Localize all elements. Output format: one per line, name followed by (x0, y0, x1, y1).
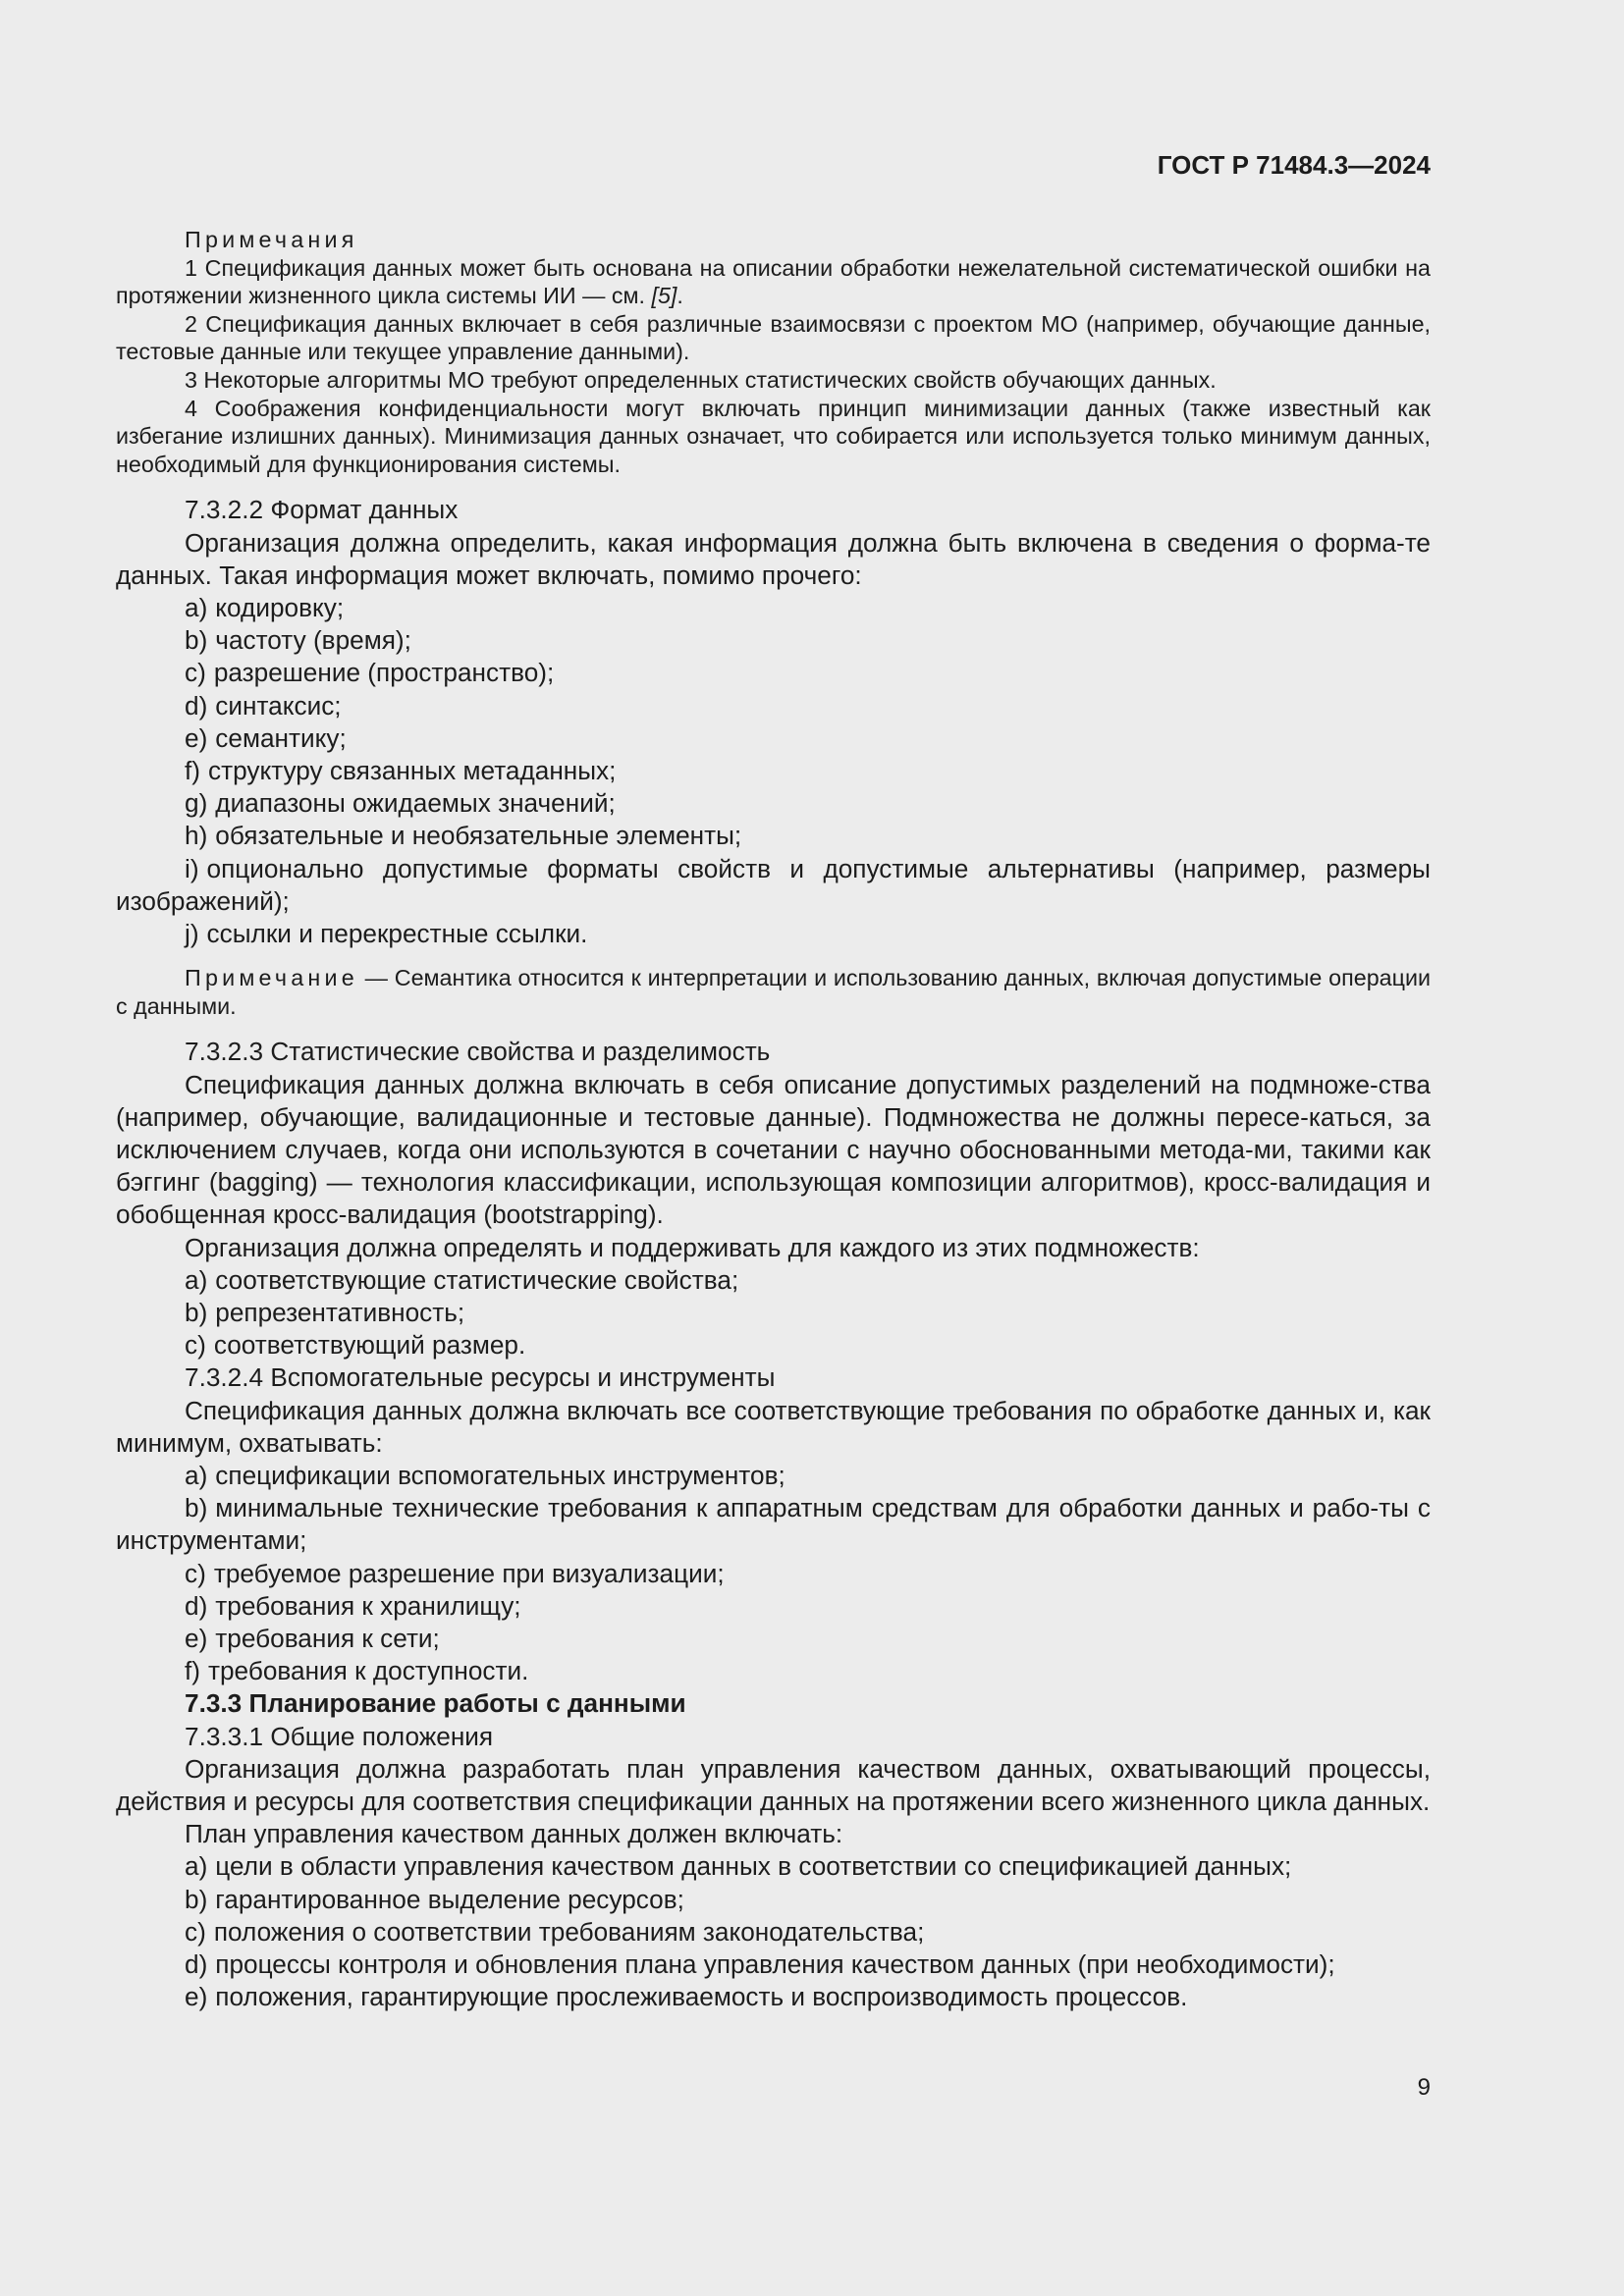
paragraph: Спецификация данных должна включать в себя описание допустимых разделений на подмноже-ства (например, обучающие, валидационные и тестовые данные). Подмножества не должны пересе-каться, за исключением случаев, когда они используются в сочетании с научно обоснованными метода-ми, такими как бэггинг (bagging) — технология классификации, использующая композиции алгоритмов), кросс-валидация и обобщенная кросс-валидация (bootstrapping). (116, 1069, 1431, 1230)
notes-title: Примечания (185, 227, 358, 252)
list-item-text: семантику; (215, 722, 347, 753)
section-7-3-2-3 (116, 1036, 1431, 1362)
list-item (116, 1329, 1431, 1362)
list-item-text: опционально допустимые форматы свойств и допустимые альтернативы (например, размеры изображений); (116, 853, 1431, 916)
list-item-label: b) (185, 625, 208, 656)
list-item (116, 1949, 1431, 1981)
list-item-label: c) (185, 1558, 206, 1588)
list-item-text: соответствующие статистические свойства; (215, 1264, 739, 1295)
list-item-text: структуру связанных метаданных; (208, 755, 617, 785)
list-item-label: d) (185, 690, 208, 721)
list-item (116, 918, 1431, 950)
list-item-label: c) (185, 1916, 206, 1947)
page-content (116, 226, 1431, 2013)
list-item (116, 592, 1431, 624)
list (116, 1460, 1431, 1687)
list-item-label: a) (185, 1851, 208, 1882)
list-item-text: положения, гарантирующие прослеживаемость и воспроизводимость процессов. (215, 1982, 1188, 2012)
list-item-text: кодировку; (215, 592, 345, 622)
list-item-label: h) (185, 821, 208, 851)
list-item-label: c) (185, 1330, 206, 1361)
section-7-3-2-4 (116, 1362, 1431, 1687)
list-item (116, 1884, 1431, 1916)
list-item-text: гарантированное выделение ресурсов; (215, 1884, 684, 1914)
list-item (116, 1492, 1431, 1557)
list-item (116, 1623, 1431, 1655)
list-item-label: g) (185, 788, 208, 819)
list-item-label: b) (185, 1884, 208, 1914)
list-item-label: j) (185, 918, 199, 948)
reference-link: [5] (651, 283, 677, 309)
note-item: 4 Соображения конфиденциальности могут включать принцип минимизации данных (также известный как избегание излишних данных). Минимизация данных означает, что собирается или используется только минимум данных, необходимый для функционирования системы. (116, 395, 1431, 477)
list-item-label: e) (185, 1624, 208, 1654)
list-item-text: процессы контроля и обновления плана управления качеством данных (при необходимости); (215, 1949, 1335, 1980)
list-item (116, 1460, 1431, 1492)
list-item (116, 820, 1431, 852)
list-item-text: требования к доступности. (208, 1656, 529, 1686)
list-item-label: e) (185, 1982, 208, 2012)
list (116, 1850, 1431, 2013)
list-item-label: a) (185, 1264, 208, 1295)
paragraph: План управления качеством данных должен включать: (185, 1819, 843, 1849)
list-item-text: спецификации вспомогательных инструментов; (215, 1461, 785, 1491)
paragraph: Спецификация данных должна включать все соответствующие требования по обработке данных и, как минимум, охватывать: (116, 1395, 1431, 1458)
list-item-text: требуемое разрешение при визуализации; (213, 1558, 725, 1588)
list-item-label: f) (185, 1656, 200, 1686)
list-item-text: цели в области управления качеством данных в соответствии со спецификацией данных; (215, 1851, 1292, 1882)
list-item-text: частоту (время); (215, 625, 411, 656)
list-item-text: соответствующий размер. (213, 1330, 526, 1361)
list-item-label: b) (185, 1493, 208, 1523)
paragraph: Организация должна разработать план управления качеством данных, охватывающий процессы, действия и ресурсы для соответствия спецификации данных на протяжении всего жизненного цикла данных. (116, 1753, 1431, 1817)
list-item-label: e) (185, 722, 208, 753)
list-item-label: d) (185, 1590, 208, 1621)
list (116, 592, 1431, 950)
section-7-3-3-1 (116, 1721, 1431, 2014)
list-item (116, 657, 1431, 689)
section-heading: 7.3.2.4 Вспомогательные ресурсы и инструменты (185, 1362, 776, 1393)
section-heading: 7.3.2.2 Формат данных (185, 495, 459, 525)
list-item-label: c) (185, 658, 206, 688)
list-item-text: разрешение (пространство); (213, 658, 555, 688)
list-item-label: f) (185, 755, 200, 785)
list-item (116, 722, 1431, 755)
list-item (116, 690, 1431, 722)
page-number: 9 (1417, 2074, 1431, 2101)
list-item-text: требования к хранилищу; (215, 1590, 521, 1621)
notes-block (116, 226, 1431, 478)
paragraph: Организация должна определять и поддерживать для каждого из этих подмножеств: (185, 1232, 1200, 1262)
note-item: 1 Спецификация данных может быть основана на описании обработки нежелательной систематической ошибки на протяжении жизненного цикла системы ИИ — см. [5]. (116, 254, 1431, 309)
list-item (116, 1590, 1431, 1623)
list-item-label: d) (185, 1949, 208, 1980)
list-item (116, 1655, 1431, 1687)
list-item (116, 1916, 1431, 1949)
note-item: 2 Спецификация данных включает в себя различные взаимосвязи с проектом МО (например, обучающие данные, тестовые данные или текущее управление данными). (116, 310, 1431, 365)
note-title: Примечание (185, 965, 358, 991)
section-heading: 7.3.3.1 Общие положения (185, 1721, 494, 1751)
section-heading: 7.3.3 Планирование работы с данными (185, 1688, 686, 1719)
list-item-text: синтаксис; (215, 690, 342, 721)
list-item-label: b) (185, 1298, 208, 1327)
list-item (116, 787, 1431, 820)
list-item-text: репрезентативность; (215, 1298, 465, 1327)
list-item-label: i) (185, 853, 199, 883)
list-item-label: a) (185, 592, 208, 622)
list-item (116, 1558, 1431, 1590)
list-item (116, 624, 1431, 657)
note: Примечание — Семантика относится к интерпретации и использованию данных, включая допустимые операции с данными. (116, 965, 1431, 1019)
list-item-text: диапазоны ожидаемых значений; (215, 788, 616, 819)
list-item (116, 1981, 1431, 2013)
section-heading: 7.3.2.3 Статистические свойства и разделимость (185, 1037, 771, 1067)
list-item-text: ссылки и перекрестные ссылки. (206, 918, 588, 948)
list-item (116, 1850, 1431, 1883)
document-code: ГОСТ Р 71484.3—2024 (1157, 150, 1431, 180)
list-item-text: положения о соответствии требованиям законодательства; (213, 1916, 925, 1947)
section-7-3-3 (116, 1687, 1431, 1720)
list-item-text: минимальные технические требования к аппаратным средствам для обработки данных и рабо-ты с инструментами; (116, 1493, 1431, 1556)
list-item-text: обязательные и необязательные элементы; (215, 821, 742, 851)
note-item: 3 Некоторые алгоритмы МО требуют определенных статистических свойств обучающих данных. (185, 366, 1217, 393)
list-item (116, 755, 1431, 787)
section-7-3-2-2 (116, 494, 1431, 1020)
paragraph: Организация должна определить, какая информация должна быть включена в сведения о форма-те данных. Такая информация может включать, помимо прочего: (116, 527, 1431, 590)
list-item-text: требования к сети; (215, 1624, 440, 1654)
list-item (116, 1297, 1431, 1329)
list-item-label: a) (185, 1461, 208, 1491)
list-item (116, 853, 1431, 918)
list (116, 1264, 1431, 1362)
list-item (116, 1264, 1431, 1297)
